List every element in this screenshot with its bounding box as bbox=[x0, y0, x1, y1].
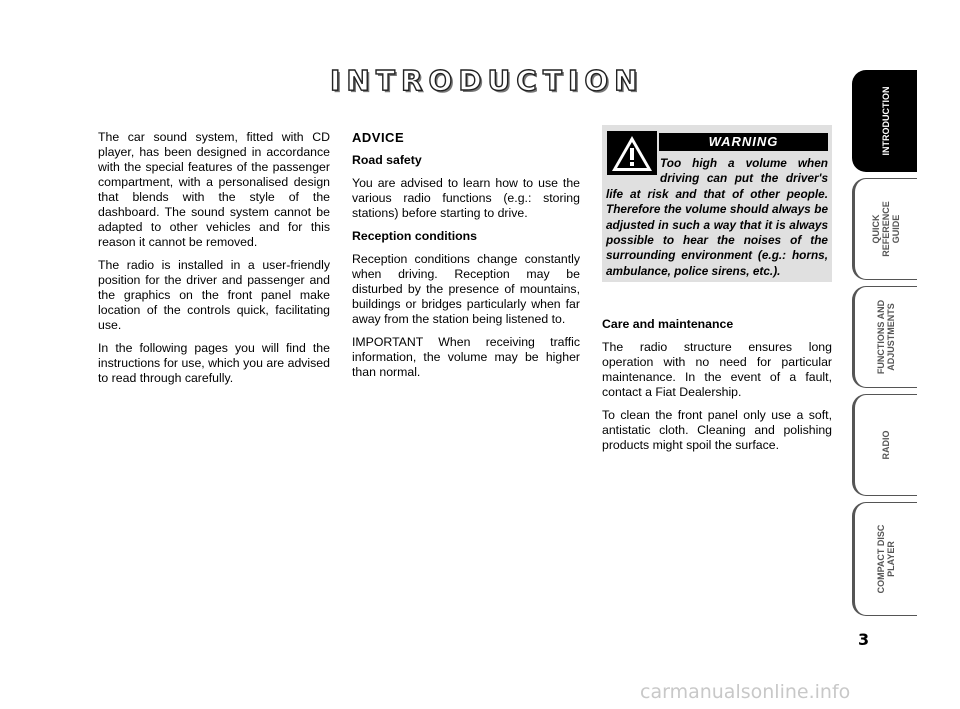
reception-heading: Reception conditions bbox=[352, 229, 478, 243]
road-safety-heading: Road safety bbox=[352, 153, 422, 167]
care-column bbox=[602, 317, 832, 461]
advice-column bbox=[352, 130, 580, 388]
tab-radio[interactable] bbox=[852, 394, 917, 496]
warning-text-block bbox=[606, 156, 828, 279]
care-heading: Care and maintenance bbox=[602, 317, 734, 331]
watermark: carmanualsonline.info bbox=[640, 681, 851, 703]
tab-label: COMPACT DISC PLAYER bbox=[876, 524, 896, 594]
care-paragraph-2: To clean the front panel only use a soft, antistatic cloth. Cleaning and polishing products might spoil the surface. bbox=[602, 408, 832, 452]
tab-label: QUICK REFERENCE GUIDE bbox=[871, 201, 901, 257]
intro-paragraph-3: In the following pages you will find the instructions for use, which you are advised to read through carefully. bbox=[98, 341, 330, 385]
warning-label: WARNING bbox=[659, 133, 828, 151]
tab-functions-and-adjustments[interactable] bbox=[852, 286, 917, 388]
reception-text: Reception conditions change constantly when driving. Reception may be disturbed by the presence of mountains, buildings or bridges particularly when far away from the station being listened to. bbox=[352, 252, 580, 326]
tab-label: INTRODUCTION bbox=[881, 86, 891, 156]
intro-paragraph-1: The car sound system, fitted with CD player, has been designed in accordance with the special features of the passenger compartment, with a personalised design that blends with the style of the dashboard. The sound system cannot be adapted to other vehicles and for this reason it cannot be removed. bbox=[98, 130, 330, 249]
warning-text: Too high a volume when driving can put the driver's life at risk and that of other people. Therefore the volume should always be adjusted in such a way that it is always possible to hear the noises of the surrounding environment (e.g.: horns, ambulance, police sirens, etc.). bbox=[606, 156, 828, 278]
care-paragraph-1: The radio structure ensures long operation with no need for particular maintenance. In the event of a fault, contact a Fiat Dealership. bbox=[602, 340, 832, 399]
important-text: IMPORTANT When receiving traffic information, the volume may be higher than normal. bbox=[352, 335, 580, 379]
tab-label: FUNCTIONS AND ADJUSTMENTS bbox=[876, 299, 896, 375]
road-safety-text: You are advised to learn how to use the various radio functions (e.g.: storing stations) before starting to drive. bbox=[352, 176, 580, 220]
page-number: 3 bbox=[858, 630, 870, 649]
page-title: INTRODUCTION bbox=[330, 64, 644, 97]
tab-introduction[interactable] bbox=[852, 70, 917, 172]
tab-label: RADIO bbox=[881, 430, 891, 460]
tab-quick-reference-guide[interactable] bbox=[852, 178, 917, 280]
advice-heading: ADVICE bbox=[352, 130, 405, 145]
tab-compact-disc-player[interactable] bbox=[852, 502, 917, 616]
intro-paragraph-2: The radio is installed in a user-friendly position for the driver and passenger and the graphics on the front panel make location of the controls quick, facilitating use. bbox=[98, 258, 330, 332]
warning-box bbox=[602, 125, 832, 282]
intro-column bbox=[98, 130, 330, 394]
